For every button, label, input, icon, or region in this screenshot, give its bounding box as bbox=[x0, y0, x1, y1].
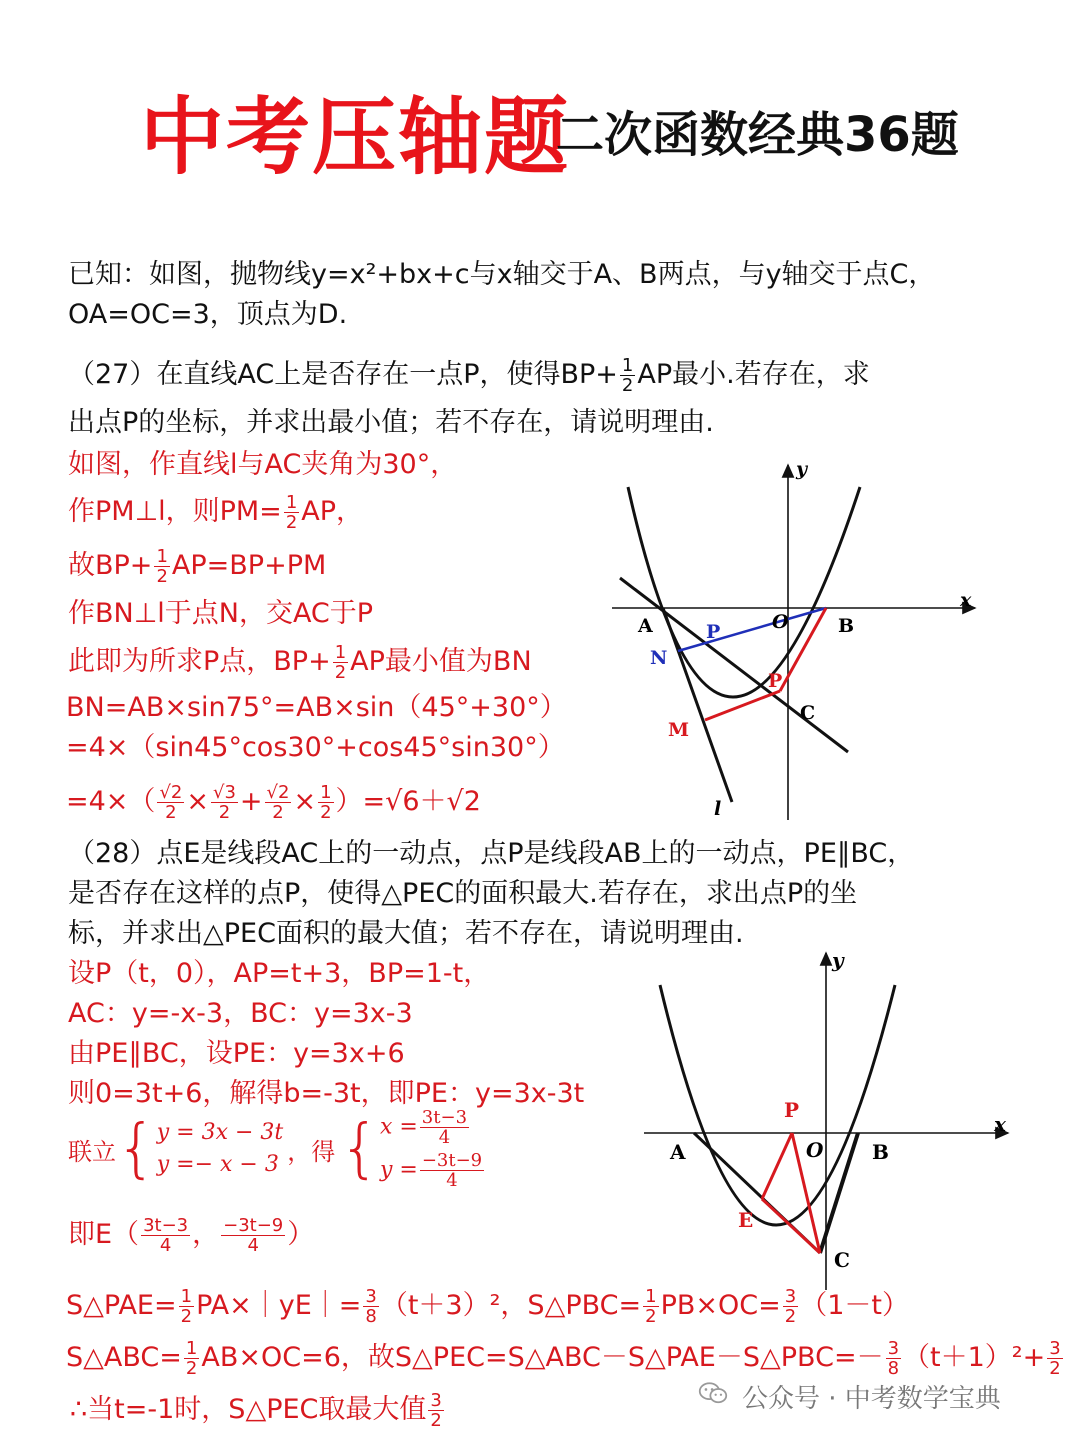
q27-prompt-line1 bbox=[68, 355, 870, 395]
q27-solution-7: =4×（sin45°cos30°+cos45°sin30°） bbox=[66, 732, 565, 763]
q28-solution-4: 则0=3t+6，解得b=-3t，即PE：y=3x-3t bbox=[68, 1078, 585, 1109]
fig2-label-b: B bbox=[872, 1140, 889, 1164]
q27-solution-3: 故BP+ $\frac{1}{2}$ AP=BP+PM bbox=[68, 546, 327, 587]
q28-prompt-line2: 是否存在这样的点P，使得△PEC的面积最大.若存在，求出点P的坐 bbox=[68, 878, 858, 909]
fig1-label-l: l bbox=[714, 798, 722, 820]
title-subtitle: 二次函数经典36题 bbox=[556, 107, 959, 163]
q27-solution-4: 作BN⊥l于点N，交AC于P bbox=[68, 598, 374, 629]
title-main: 中考压轴题 bbox=[140, 88, 571, 186]
segment-ec bbox=[762, 1199, 820, 1253]
q27-solution-2: 作PM⊥l，则PM= $\frac{1}{2}$ AP， bbox=[68, 492, 364, 533]
fig1-label-a: A bbox=[638, 615, 653, 637]
fig1-label-y: y bbox=[796, 458, 808, 480]
q28-system: 联立{ y = 3x − 3t y =− x − 3 ，得{ x = $\frac{3t-3}{4}$ y = $\frac{-3t-9}{4}$ bbox=[68, 1107, 483, 1191]
segment-pe bbox=[762, 1133, 792, 1199]
fig2-label-x: x bbox=[994, 1112, 1006, 1136]
fig2-label-y: y bbox=[832, 948, 844, 972]
figure-1-parabola bbox=[600, 455, 990, 825]
fig2-label-p: P bbox=[784, 1098, 800, 1122]
fig1-label-p-red: P bbox=[768, 670, 783, 692]
q28-prompt-line3: 标，并求出△PEC面积的最大值；若不存在，请说明理由. bbox=[68, 918, 744, 949]
q28-solution-2: AC：y=-x-3，BC：y=3x-3 bbox=[68, 998, 413, 1029]
q27-solution-8: =4×（ $\frac{√2}{2}$ × $\frac{√3}{2}$ + $\frac{√2}{2}$ × $\frac{1}{2}$ ）=√6＋√2 bbox=[66, 782, 481, 823]
fraction-half: $\frac{1}{2}$ bbox=[334, 642, 347, 683]
fraction-half: $\frac{1}{2}$ bbox=[285, 492, 298, 533]
q27-prompt-a: （27）在直线AC上是否存在一点P，使得BP+ bbox=[68, 359, 618, 390]
watermark-text: 公众号 · 中考数学宝典 bbox=[742, 1384, 1001, 1414]
q28-prompt-line1: （28）点E是线段AC上的一动点，点P是线段AB上的一动点，PE∥BC， bbox=[68, 838, 915, 869]
intro-line2: OA=OC=3，顶点为D. bbox=[68, 299, 348, 330]
q28-area-2: S△ABC= $\frac{1}{2}$ AB×OC=6，故S△PEC=S△ABC－S△PAE－S△PBC=－ $\frac{3}{8}$ （t＋1）²+ $\frac{3}{2}$ bbox=[66, 1338, 1061, 1379]
q27-prompt-line2: 出点P的坐标，并求出最小值；若不存在，请说明理由. bbox=[68, 407, 714, 438]
fig2-label-c: C bbox=[834, 1248, 850, 1272]
q28-solution-3: 由PE∥BC，设PE：y=3x+6 bbox=[68, 1038, 405, 1069]
intro-line1: 已知：如图，抛物线y=x²+bx+c与x轴交于A、B两点，与y轴交于点C， bbox=[68, 259, 936, 290]
parabola-curve bbox=[660, 985, 895, 1225]
q27-prompt-b: AP最小.若存在，求 bbox=[637, 359, 870, 390]
fraction-half: $\frac{1}{2}$ bbox=[156, 546, 168, 587]
q27-solution-1: 如图，作直线l与AC夹角为30°， bbox=[68, 449, 458, 480]
figure-2-parabola bbox=[630, 945, 1020, 1295]
fig1-label-n: N bbox=[650, 647, 668, 669]
fig2-label-o: O bbox=[806, 1138, 824, 1162]
fig2-label-e: E bbox=[738, 1208, 754, 1232]
fig1-label-c: C bbox=[800, 702, 816, 724]
q27-solution-5: 此即为所求P点，BP+ $\frac{1}{2}$ AP最小值为BN bbox=[68, 642, 532, 683]
fig2-label-a: A bbox=[670, 1140, 686, 1164]
wechat-icon bbox=[698, 1380, 728, 1406]
fig1-label-m: M bbox=[668, 719, 690, 741]
fig1-label-x: x bbox=[960, 589, 972, 611]
q28-point-e: 即E（ $\frac{3t-3}{4}$ ， $\frac{-3t-9}{4}$ ） bbox=[68, 1215, 315, 1256]
q28-solution-1: 设P（t，0），AP=t+3，BP=1-t， bbox=[68, 958, 491, 989]
q28-area-1: S△PAE= $\frac{1}{2}$ PA×｜yE｜= $\frac{3}{8}$ （t＋3）²，S△PBC= $\frac{1}{2}$ PB×OC= $\frac{3}{2}$ （1－t） bbox=[66, 1286, 909, 1327]
fraction-half: $\frac{1}{2}$ bbox=[621, 355, 634, 396]
fig1-label-o: O bbox=[772, 611, 789, 633]
fig1-label-p: P bbox=[706, 621, 721, 643]
fig1-label-b: B bbox=[838, 615, 855, 637]
q28-conclusion: ∴当t=-1时，S△PEC取最大值 $\frac{3}{2}$ bbox=[70, 1390, 442, 1431]
q27-solution-6: BN=AB×sin75°=AB×sin（45°+30°） bbox=[66, 692, 567, 723]
